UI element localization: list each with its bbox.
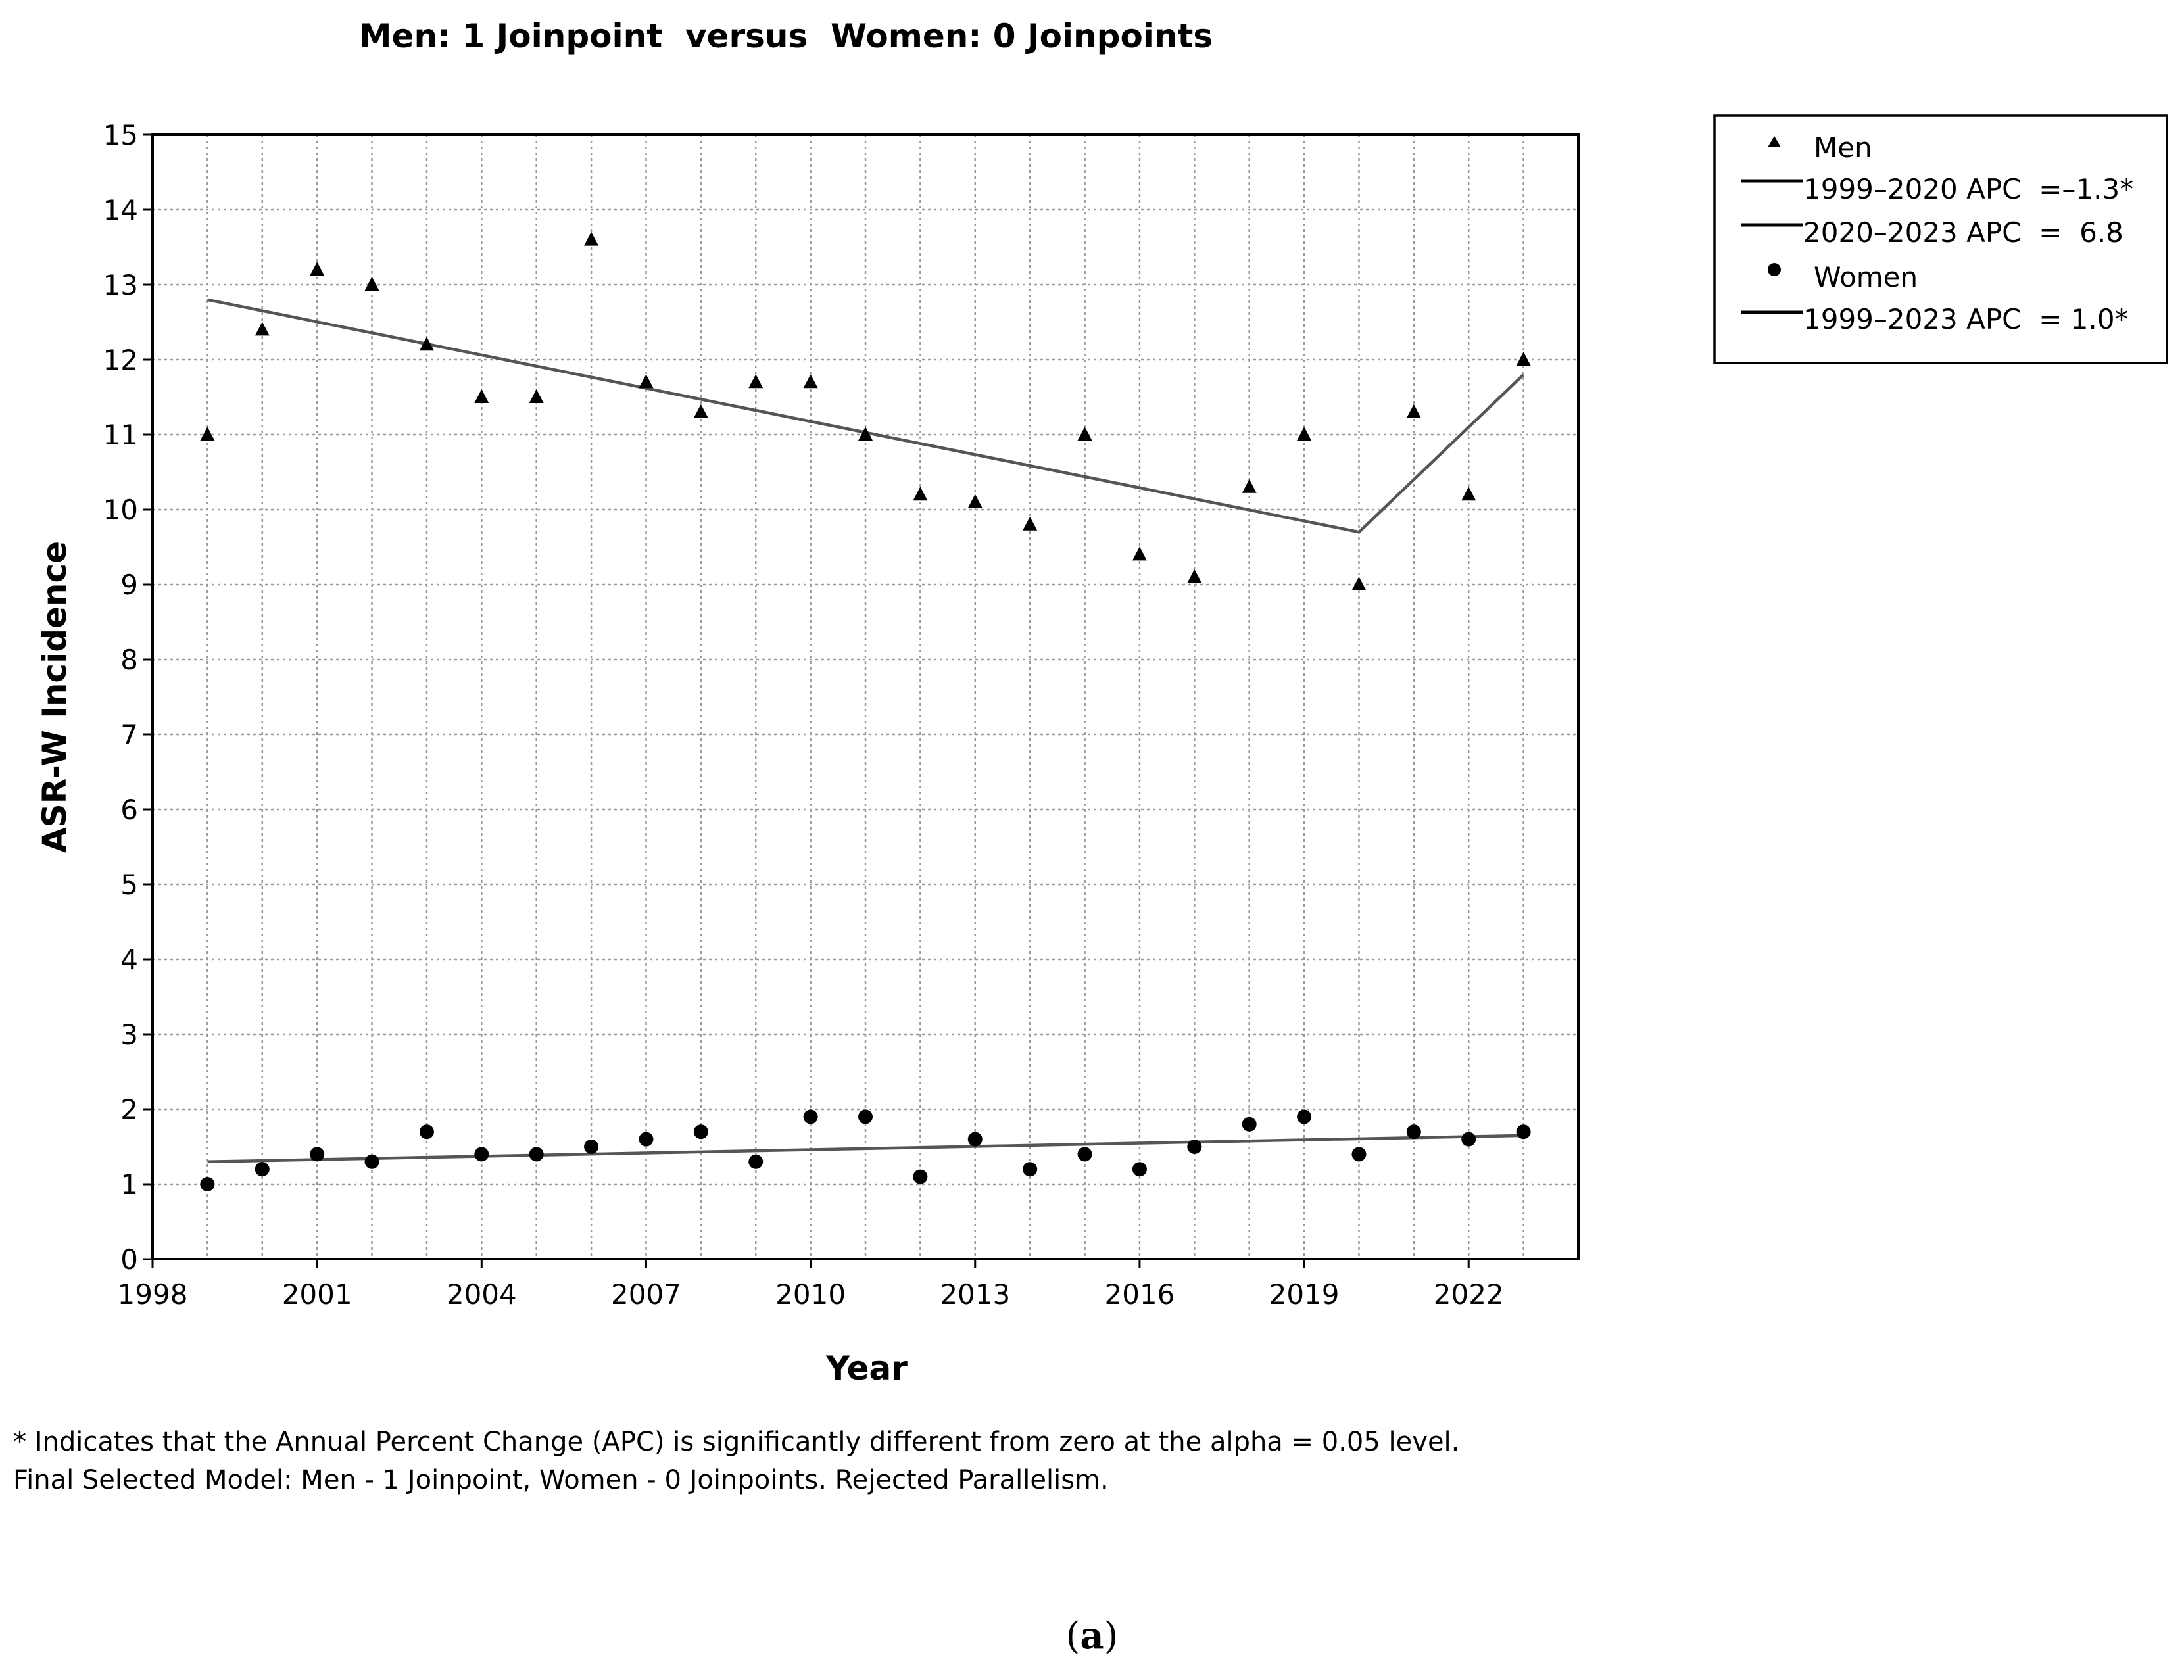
women-point	[1078, 1147, 1092, 1161]
y-tick-label: 15	[103, 119, 138, 151]
men-point	[1461, 487, 1476, 500]
men-point	[529, 389, 544, 403]
x-tick-label: 2001	[281, 1278, 352, 1310]
y-tick-label: 13	[103, 269, 138, 301]
women-point	[310, 1147, 324, 1161]
legend	[1714, 116, 2167, 363]
y-tick-label: 12	[103, 344, 138, 376]
legend-men-seg2-label: 2020–2023 APC = 6.8	[1803, 216, 2123, 249]
men-point	[365, 277, 379, 291]
y-tick-label: 10	[103, 494, 138, 526]
women-point	[1461, 1132, 1476, 1147]
legend-men-seg1-label: 1999–2020 APC =–1.3*	[1803, 173, 2134, 205]
men-point	[748, 374, 763, 388]
women-point	[1351, 1147, 1366, 1161]
x-axis-label: Year	[826, 1349, 908, 1387]
y-tick-label: 3	[120, 1019, 138, 1051]
women-point	[1517, 1124, 1531, 1139]
women-point	[1023, 1162, 1037, 1176]
footnote-model: Final Selected Model: Men - 1 Joinpoint, Women - 0 Joinpoints. Rejected Parallelism.	[13, 1465, 1109, 1495]
men-point	[200, 427, 214, 441]
women-point	[529, 1147, 544, 1161]
legend-women-marker	[1768, 263, 1781, 276]
men-point	[1242, 479, 1257, 493]
x-tick-label: 2016	[1104, 1278, 1175, 1310]
men-point	[1187, 569, 1201, 583]
women-point	[584, 1140, 598, 1154]
men-point	[474, 389, 489, 403]
y-tick-label: 11	[103, 419, 138, 451]
fit-line	[207, 1136, 1523, 1162]
gridlines	[153, 135, 1578, 1259]
x-tick-label: 2022	[1433, 1278, 1504, 1310]
men-point	[1132, 546, 1147, 560]
legend-women-seg-label: 1999–2023 APC = 1.0*	[1803, 303, 2129, 335]
panel-letter: a	[1080, 1614, 1104, 1658]
y-tick-label: 14	[103, 194, 138, 226]
women-point	[1407, 1124, 1421, 1139]
women-point	[200, 1177, 214, 1191]
x-tick-label: 2004	[446, 1278, 517, 1310]
men-point	[639, 374, 653, 388]
men-point	[913, 487, 927, 500]
women-point	[1187, 1140, 1201, 1154]
women-point	[968, 1132, 983, 1147]
men-point	[310, 262, 324, 276]
y-tick-label: 1	[120, 1168, 138, 1201]
y-tick-label: 8	[120, 644, 138, 676]
women-point	[474, 1147, 489, 1161]
x-tick-label: 2013	[940, 1278, 1011, 1310]
men-point	[968, 494, 983, 508]
men-point	[255, 322, 270, 335]
x-axis-ticks	[118, 1259, 1504, 1310]
y-axis-ticks	[103, 119, 153, 1276]
women-point	[804, 1109, 818, 1124]
legend-men-label: Men	[1814, 132, 1872, 164]
women-point	[1242, 1117, 1257, 1132]
women-point	[639, 1132, 653, 1147]
y-tick-label: 2	[120, 1093, 138, 1126]
x-tick-label: 1998	[117, 1278, 188, 1310]
women-point	[748, 1155, 763, 1169]
women-point	[420, 1124, 434, 1139]
chart-title: Men: 1 Joinpoint versus Women: 0 Joinpoints	[358, 17, 1213, 55]
panel-label: (a)	[1065, 1614, 1119, 1658]
y-tick-label: 4	[120, 944, 138, 976]
y-tick-label: 5	[120, 869, 138, 901]
men-point	[584, 232, 598, 246]
men-point	[804, 374, 818, 388]
y-tick-label: 6	[120, 794, 138, 826]
men-point	[1023, 517, 1037, 531]
x-tick-label: 2019	[1269, 1278, 1340, 1310]
women-point	[1132, 1162, 1147, 1176]
men-point	[1078, 427, 1092, 441]
women-point	[858, 1109, 873, 1124]
men-point	[1517, 352, 1531, 366]
y-tick-label: 9	[120, 569, 138, 601]
men-point	[1351, 577, 1366, 590]
men-point	[1297, 427, 1311, 441]
x-tick-label: 2007	[611, 1278, 681, 1310]
y-axis-label: ASR-W Incidence	[36, 540, 74, 853]
women-point	[694, 1124, 708, 1139]
men-point	[694, 404, 708, 418]
y-tick-label: 7	[120, 719, 138, 751]
legend-women-label: Women	[1814, 261, 1918, 293]
fit-line	[1359, 375, 1523, 532]
women-point	[1297, 1109, 1311, 1124]
women-point	[365, 1155, 379, 1169]
fit-line	[207, 300, 1359, 532]
women-point	[913, 1170, 927, 1184]
women-point	[255, 1162, 270, 1176]
men-point	[1407, 404, 1421, 418]
x-tick-label: 2010	[775, 1278, 846, 1310]
y-tick-label: 0	[120, 1243, 138, 1276]
footnote-apc: * Indicates that the Annual Percent Change (APC) is significantly different from zero at the alpha = 0.05 level.	[13, 1427, 1460, 1457]
